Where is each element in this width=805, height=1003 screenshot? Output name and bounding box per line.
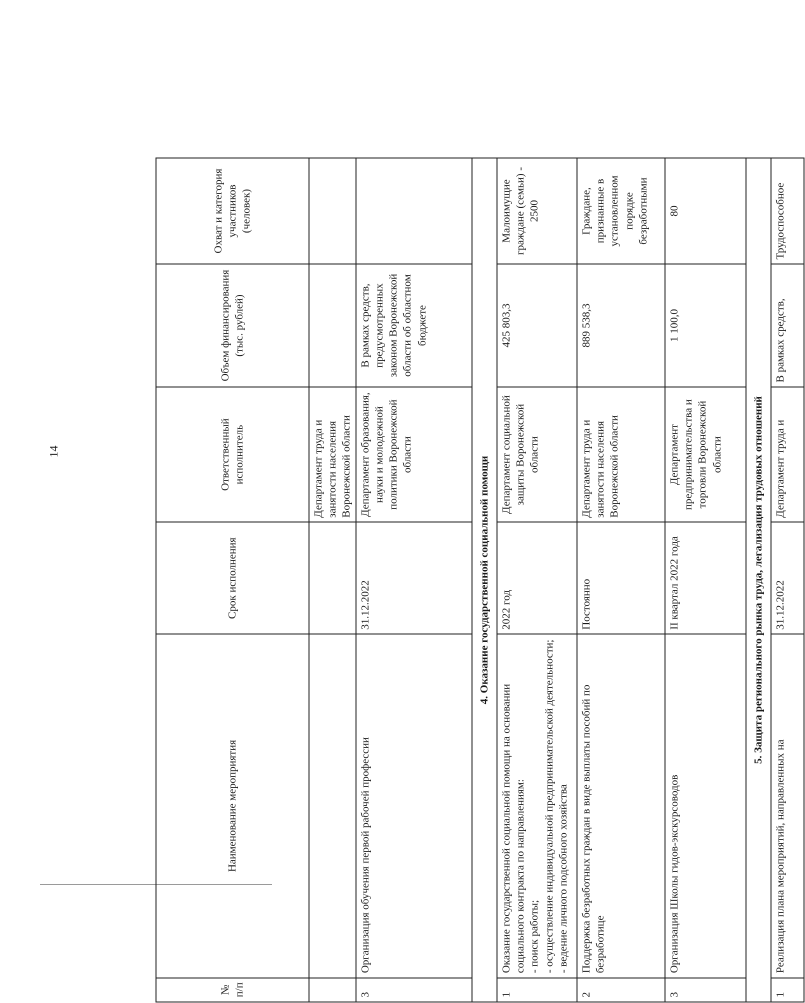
cell-funding: 889 538,3 — [577, 264, 665, 387]
header-name: Наименование мероприятия — [156, 634, 309, 977]
cell-num: 1 — [497, 978, 577, 1002]
cell-term: II квартал 2022 года — [665, 522, 746, 634]
cell-executor: Департамент социальной защиты Воронежской области — [497, 387, 577, 522]
cell-name: Поддержка безработных граждан в виде выплаты пособий по безработице — [577, 634, 665, 977]
section-title: 4. Оказание государственной социальной помощи — [472, 158, 497, 1002]
cell-executor: Департамент труда и — [771, 387, 804, 522]
cell-term — [309, 522, 356, 634]
document-sheet — [156, 158, 787, 1003]
cell-term: 31.12.2022 — [771, 522, 804, 634]
table-row — [771, 158, 804, 1002]
cell-num: 1 — [771, 978, 804, 1002]
table-row — [497, 158, 577, 1002]
events-table — [156, 158, 805, 1003]
list-item: - ведение личного подсобного хозяйства — [557, 784, 570, 974]
cell-name: Организация Школы гидов-экскурсоводов — [665, 634, 746, 977]
cell-coverage: 80 — [665, 158, 746, 264]
cell-executor: Департамент образования, науки и молодежной политики Воронежской области — [356, 387, 472, 522]
cell-funding — [309, 264, 356, 387]
header-executor: Ответственный исполнитель — [156, 387, 309, 522]
section-title: 5. Защита регионального рынка труда, легализация трудовых отношений — [746, 158, 771, 1002]
list-item: - поиск работы; — [528, 899, 541, 974]
cell-funding: В рамках средств, — [771, 264, 804, 387]
cell-name: Организация обучения первой рабочей профессии — [356, 634, 472, 977]
cell-name — [309, 634, 356, 977]
table-row — [577, 158, 665, 1002]
page-number: 14 — [46, 445, 61, 458]
cell-name-text: Оказание государственной социальной помощи на основании социального контракта по направлениям: — [500, 683, 527, 974]
cell-term: Постоянно — [577, 522, 665, 634]
table-header-row — [156, 158, 309, 1002]
table-row — [356, 158, 472, 1002]
cell-coverage: Малоимущие граждане (семьи) - 2500 — [497, 158, 577, 264]
table-row — [665, 158, 746, 1002]
header-funding: Объем финансирования (тыс. рублей) — [156, 264, 309, 387]
section-row — [472, 158, 497, 1002]
cell-executor: Департамент труда и занятости населения Воронежской области — [309, 387, 356, 522]
cell-num: 3 — [356, 978, 472, 1002]
cell-coverage — [356, 158, 472, 264]
cell-term: 2022 год — [497, 522, 577, 634]
cell-num: 2 — [577, 978, 665, 1002]
cell-executor: Департамент труда и занятости населения Воронежской области — [577, 387, 665, 522]
cell-executor: Департамент предпринимательства и торговли Воронежской области — [665, 387, 746, 522]
cell-funding: 1 100,0 — [665, 264, 746, 387]
cell-term: 31.12.2022 — [356, 522, 472, 634]
cell-funding: 425 803,3 — [497, 264, 577, 387]
cell-name: Реализация плана мероприятий, направленных на — [771, 634, 804, 977]
header-coverage: Охват и категория участников (человек) — [156, 158, 309, 264]
header-num: № п/п — [156, 978, 309, 1002]
cell-coverage — [309, 158, 356, 264]
header-term: Срок исполнения — [156, 522, 309, 634]
cell-coverage: Граждане, признанные в установленном порядке безработными — [577, 158, 665, 264]
cell-coverage: Трудоспособное — [771, 158, 804, 264]
cell-num — [309, 978, 356, 1002]
cell-funding: В рамках средств, предусмотренных законом Воронежской области об областном бюджете — [356, 264, 472, 387]
cell-num: 3 — [665, 978, 746, 1002]
list-item: - осуществление индивидуальной предпринимательской деятельности; — [543, 639, 556, 974]
cell-name — [497, 634, 577, 977]
section-row — [746, 158, 771, 1002]
table-row — [309, 158, 356, 1002]
